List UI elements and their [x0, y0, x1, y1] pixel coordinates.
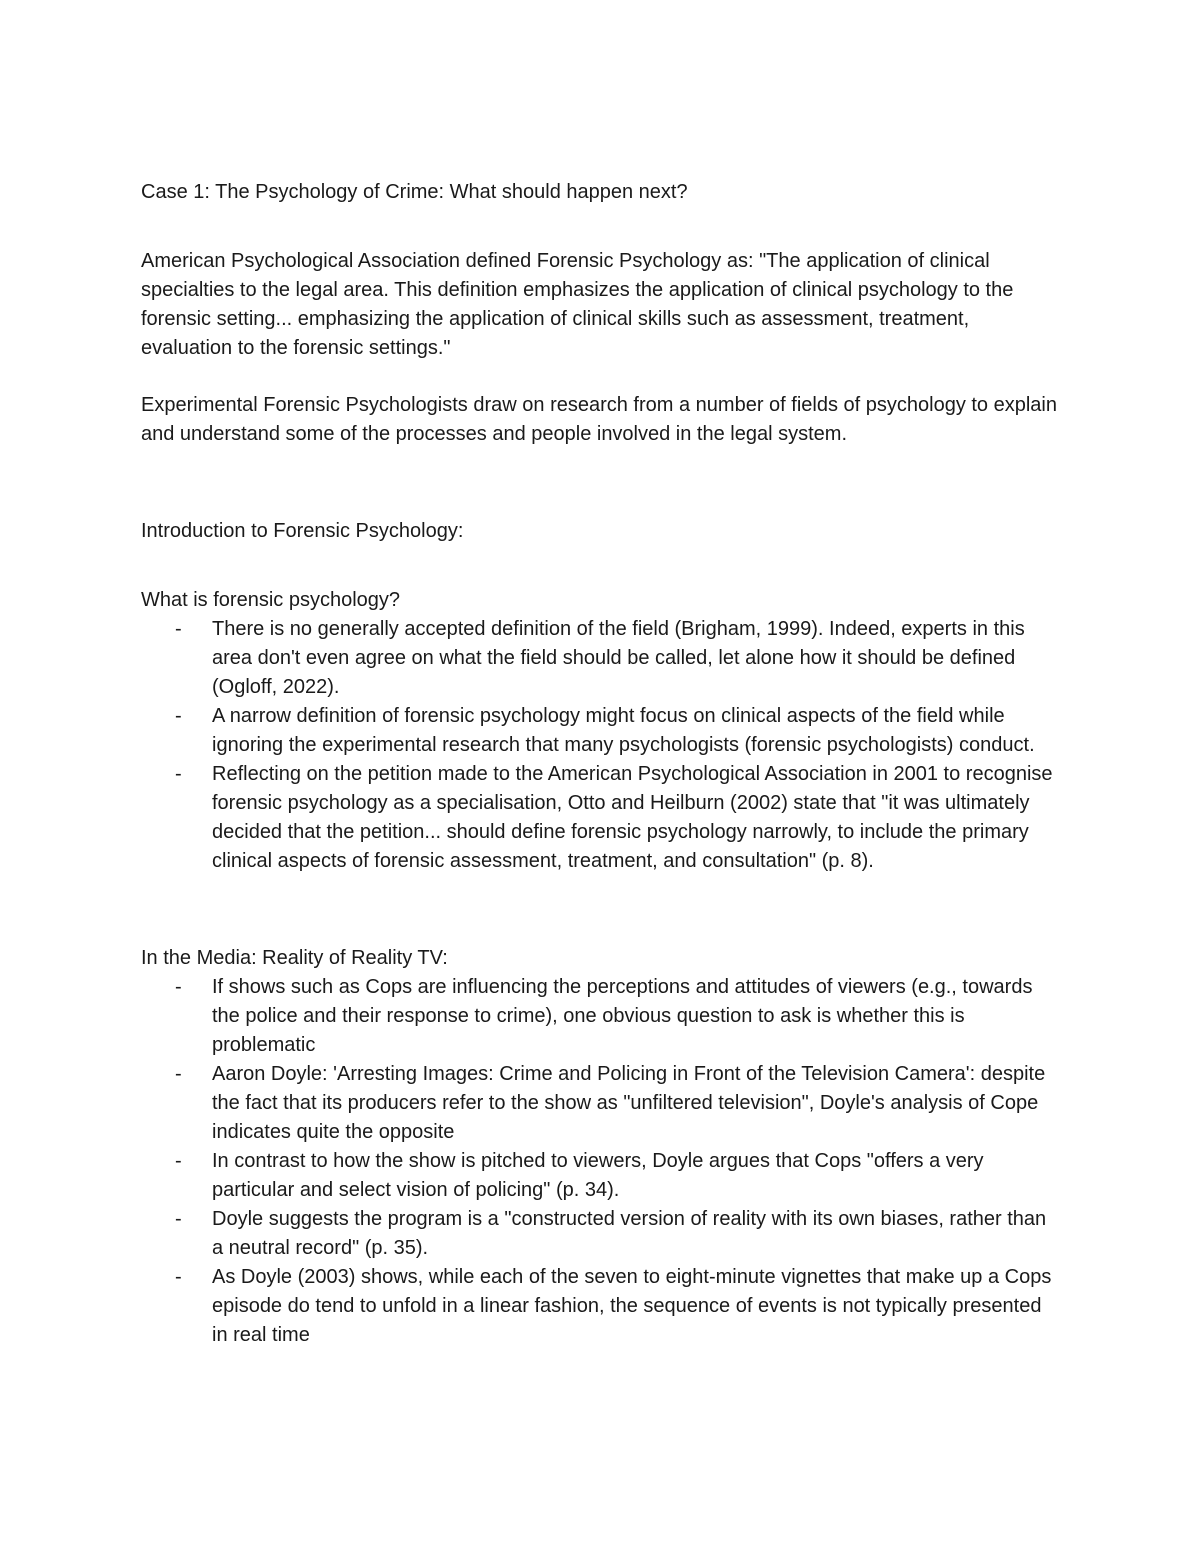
list-item-text: If shows such as Cops are influencing the perceptions and attitudes of viewers (e.g., towards the police and their response to crime), one obvious question to ask is whether this is problematic: [212, 976, 1033, 1056]
dash-bullet: -: [175, 705, 182, 727]
list-item: [141, 1147, 1060, 1205]
list-item: [141, 760, 1060, 876]
what-is-list: [141, 615, 1060, 876]
dash-bullet: -: [175, 763, 182, 785]
list-item: [141, 1060, 1060, 1147]
list-item-text: A narrow definition of forensic psychology might focus on clinical aspects of the field while ignoring the experimental research that many psychologists (forensic psychologists) conduct.: [212, 705, 1035, 756]
media-list: [141, 973, 1060, 1350]
list-item: [141, 702, 1060, 760]
list-item: [141, 615, 1060, 702]
intro-paragraph: American Psychological Association defined Forensic Psychology as: "The application of clinical specialties to the legal area. This definition emphasizes the application of clinical psychology to the forensic setting... emphasizing the application of clinical skills such as assessment, treatment, evaluation to the forensic settings.": [141, 250, 1014, 359]
list-item-text: There is no generally accepted definition of the field (Brigham, 1999). Indeed, experts in this area don't even agree on what the field should be called, let alone how it should be defined (Ogloff, 2022).: [212, 618, 1025, 698]
section-heading-intro: Introduction to Forensic Psychology:: [141, 520, 464, 542]
list-item-text: In contrast to how the show is pitched to viewers, Doyle argues that Cops "offers a very particular and select vision of policing" (p. 34).: [212, 1150, 984, 1201]
dash-bullet: -: [175, 618, 182, 640]
dash-bullet: -: [175, 1063, 182, 1085]
dash-bullet: -: [175, 1266, 182, 1288]
list-item: [141, 1263, 1060, 1350]
list-item: [141, 973, 1060, 1060]
dash-bullet: -: [175, 976, 182, 998]
section-heading-media: In the Media: Reality of Reality TV:: [141, 947, 448, 969]
dash-bullet: -: [175, 1150, 182, 1172]
list-item-text: Doyle suggests the program is a "constructed version of reality with its own biases, rather than a neutral record" (p. 35).: [212, 1208, 1047, 1259]
list-item-text: Aaron Doyle: 'Arresting Images: Crime and Policing in Front of the Television Camera': despite the fact that its producers refer to the show as "unfiltered television", Doyle's analysis of Cope indicates quite the opposite: [212, 1063, 1046, 1143]
subheading-what-is: What is forensic psychology?: [141, 589, 401, 611]
list-item-text: As Doyle (2003) shows, while each of the seven to eight-minute vignettes that make up a Cops episode do tend to unfold in a linear fashion, the sequence of events is not typically presented in real time: [212, 1266, 1052, 1346]
list-item: [141, 1205, 1060, 1263]
document-title: Case 1: The Psychology of Crime: What should happen next?: [141, 181, 688, 203]
experimental-paragraph: Experimental Forensic Psychologists draw on research from a number of fields of psychology to explain and understand some of the processes and people involved in the legal system.: [141, 394, 1057, 445]
dash-bullet: -: [175, 1208, 182, 1230]
list-item-text: Reflecting on the petition made to the American Psychological Association in 2001 to recognise forensic psychology as a specialisation, Otto and Heilburn (2002) state that "it was ultimately decided that the petition... should define forensic psychology narrowly, to include the primary clinical aspects of forensic assessment, treatment, and consultation" (p. 8).: [212, 763, 1053, 872]
